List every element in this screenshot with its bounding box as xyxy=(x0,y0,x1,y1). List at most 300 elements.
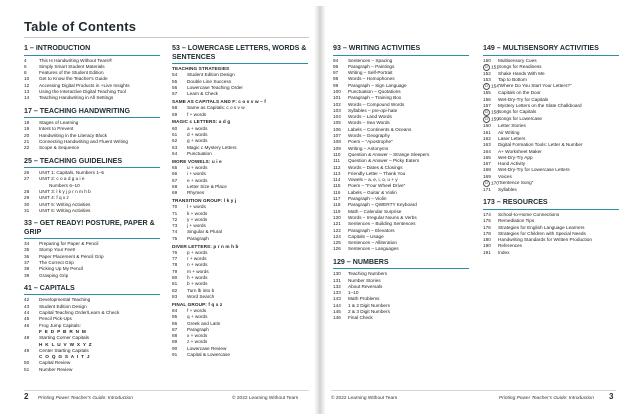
entry-page-number: 99 xyxy=(333,82,339,88)
entry-page-number: 67 xyxy=(172,177,178,183)
entry-page-number: 50 xyxy=(24,360,30,366)
entry-page-number: 46 xyxy=(24,322,30,328)
entry-title: Digital Formation Tools: Letter & Number xyxy=(498,142,583,148)
entry-page-number: 161 xyxy=(483,129,491,135)
entry-title: "Where Do You Start Your Letters?" xyxy=(498,83,572,89)
entry-title: Using the Interactive Digital Teaching Tool xyxy=(39,88,126,94)
entry-title: Stages of Learning xyxy=(39,120,79,126)
entry-title: Punctuation xyxy=(187,150,212,156)
entry-page-number: 55 xyxy=(172,78,178,84)
digital-badge-icon: D xyxy=(483,64,490,71)
entry-page-number: 70 xyxy=(172,204,178,210)
entry-page-number: 146 xyxy=(333,315,341,321)
toc-section xyxy=(333,44,469,253)
toc-entry xyxy=(24,367,160,373)
entry-page-number: 96 xyxy=(333,63,339,69)
entry-page-number: D 154 xyxy=(483,83,498,90)
entry-title: Connecting Handwriting and Fluent Writing xyxy=(39,138,129,144)
entry-page-number: 38 xyxy=(24,266,30,272)
left-column-2 xyxy=(172,44,308,358)
subsection-heading: FINAL GROUP: f q x z xyxy=(172,301,223,307)
entry-page-number: 107 xyxy=(333,133,341,139)
entry-page-number: 98 xyxy=(333,76,339,82)
entry-page-number: D 159 xyxy=(483,116,498,123)
section-heading: 41 – CAPITALS xyxy=(24,284,160,296)
entry-page-number: 80 xyxy=(172,275,178,280)
entry-page-number: 91 xyxy=(172,352,178,358)
entry-title: Paragraph – Violin xyxy=(348,196,387,202)
entry-title: Lowercase Review xyxy=(187,345,227,351)
book-spread xyxy=(10,6,630,414)
entry-page-number: 42 xyxy=(24,297,30,303)
entry-page-number: 169 xyxy=(483,173,491,179)
entry-title: UNIT 1: Capitals, Numbers 1–5 xyxy=(39,170,105,176)
entry-page-number: 171 xyxy=(483,187,491,193)
entry-title: Words – Sea Words xyxy=(348,120,390,126)
entry-title: Word Search xyxy=(187,293,215,299)
toc-entry xyxy=(24,273,160,279)
toc-entry xyxy=(172,352,308,358)
entry-page-number: 174 xyxy=(483,211,491,217)
entry-page-number: 132 xyxy=(333,283,341,289)
toc-entry xyxy=(483,187,619,193)
entry-title: g + words xyxy=(187,138,208,144)
book-gutter xyxy=(314,6,326,414)
entry-page-number: 6 xyxy=(24,63,27,69)
entry-page-number: 26 xyxy=(24,170,30,176)
entry-page-number: 43 xyxy=(24,303,30,309)
entry-title: Preparing for Paper & Pencil xyxy=(39,241,99,247)
entry-page-number: 109 xyxy=(333,145,341,151)
entry-title: Picking Up My Pencil xyxy=(39,266,84,272)
toc-entry xyxy=(24,95,160,101)
entry-title: Greek and Latin xyxy=(187,320,221,326)
entry-page-number: 122 xyxy=(333,227,341,233)
entry-page-number: 66 xyxy=(172,171,178,177)
entry-page-number: 114 xyxy=(333,177,341,183)
entry-title: b + words xyxy=(187,281,208,287)
entry-title: h + words xyxy=(187,275,208,280)
entry-title: Multisensory Cues xyxy=(498,57,537,63)
entry-page-number: 119 xyxy=(333,208,341,214)
entry-page-number: 73 xyxy=(172,223,178,229)
left-page xyxy=(10,6,319,414)
entry-page-number: 167 xyxy=(483,161,491,167)
entry-page-number: 106 xyxy=(333,126,341,132)
entry-page-number: 19 xyxy=(24,126,30,132)
entry-page-number: 60 xyxy=(172,125,178,131)
entry-page-number: 39 xyxy=(24,272,30,278)
entry-page-number: 85 xyxy=(172,314,178,320)
entry-page-number: 131 xyxy=(333,277,341,283)
entry-title: UNIT 2: c o a d g u i e xyxy=(39,176,85,182)
entry-title: Accessing Digital Products in +Live Insights xyxy=(39,82,130,88)
right-column-2 xyxy=(483,44,619,256)
entry-page-number: 156 xyxy=(483,96,491,102)
entry-title: Sentences – Alliteration xyxy=(348,240,397,246)
section-heading: 53 – LOWERCASE LETTERS, WORDS & SENTENCES xyxy=(172,44,308,64)
entry-title: Teaching Numbers xyxy=(348,271,388,277)
right-page xyxy=(321,6,630,414)
entry-page-number: 108 xyxy=(333,139,341,145)
entry-title: Lowercase Teaching Order xyxy=(187,84,243,90)
entry-page-number: 12 xyxy=(24,82,30,88)
entry-page-number: 168 xyxy=(483,167,491,173)
toc-entry xyxy=(483,250,619,256)
toc-entry xyxy=(483,116,619,123)
toc-section xyxy=(24,219,160,279)
entry-page-number: 175 xyxy=(483,218,491,224)
entry-title: Math – Calendar Surprise xyxy=(348,208,402,214)
entry-title: Paragraph xyxy=(187,235,209,241)
entry-title: r + words xyxy=(187,256,207,262)
entry-page-number: 77 xyxy=(172,256,178,262)
entry-title: Paragraph – Training Box xyxy=(348,95,402,101)
entry-page-number: 54 xyxy=(172,72,178,78)
digital-badge-icon: D xyxy=(483,116,490,123)
entry-page-number: 133 xyxy=(333,290,341,296)
entry-title: f + words xyxy=(187,111,207,117)
section-heading: 17 – TEACHING HANDWRITING xyxy=(24,107,160,119)
entry-title: 2 & 3 Digit Numbers xyxy=(348,308,390,314)
toc-section xyxy=(24,44,160,102)
subsection-heading: MORE VOWELS: u i e xyxy=(172,158,222,164)
entry-page-number: 18 xyxy=(24,120,30,126)
entry-page-number: 22 xyxy=(24,145,30,151)
entry-page-number: 8 xyxy=(24,70,27,76)
entry-title: Question & Answer – Picky Eaters xyxy=(348,158,420,164)
section-heading: 93 – WRITING ACTIVITIES xyxy=(333,44,469,56)
entry-page-number: 76 xyxy=(172,249,178,255)
entry-title: Songs for Readiness xyxy=(498,63,542,69)
entry-title: Turn lb into b xyxy=(187,287,215,293)
toc-entry xyxy=(333,246,469,252)
entry-title: y + words xyxy=(187,216,208,222)
section-heading: 25 – TEACHING GUIDELINES xyxy=(24,157,160,169)
entry-title: Starting Corner Capitals xyxy=(39,335,90,341)
entry-title: About Reversals xyxy=(348,283,383,289)
entry-title: z + words xyxy=(187,339,208,345)
entry-title: Songs for Capitals xyxy=(498,109,537,115)
entry-title: a + words xyxy=(187,125,208,131)
entry-page-number: 160 xyxy=(483,123,491,129)
entry-title: Paper Placement & Pencil Grip xyxy=(39,253,104,259)
entry-title: Wet-Dry-Try for Capitals xyxy=(498,96,549,102)
entry-title: n + words xyxy=(187,262,208,268)
entry-title: e + words xyxy=(187,177,208,183)
toc-section xyxy=(483,198,619,256)
entry-page-number: 117 xyxy=(333,196,341,202)
entry-title: Scope & Sequence xyxy=(39,145,80,151)
entry-title: l + words xyxy=(187,204,206,210)
entry-page-number: 124 xyxy=(333,233,341,239)
subsection-heading: TEACHING STRATEGIES xyxy=(172,66,230,71)
entry-page-number: 104 xyxy=(333,114,341,120)
entry-page-number: 72 xyxy=(172,216,178,222)
entry-title: Letter Size & Place xyxy=(187,183,227,189)
entry-page-number: 86 xyxy=(172,320,178,326)
entry-page-number: 20 xyxy=(24,132,30,138)
entry-page-number: D 158 xyxy=(483,109,498,116)
entry-page-number: 102 xyxy=(333,101,341,107)
entry-title: Paragraph – QWERTY Keyboard xyxy=(348,202,417,208)
entry-page-number: 35 xyxy=(24,247,30,253)
entry-page-number: 65 xyxy=(172,164,178,170)
entry-page-number: 190 xyxy=(483,243,491,249)
entry-title: Paragraph – Elevators xyxy=(348,227,395,233)
entry-page-number: 81 xyxy=(172,281,178,287)
entry-page-number: 48 xyxy=(24,335,30,341)
entry-title: x + words xyxy=(187,333,208,339)
entry-page-number: 69 xyxy=(172,190,178,196)
page-title: Table of Contents xyxy=(24,19,137,34)
entry-page-number: 164 xyxy=(483,148,491,154)
toc-entry xyxy=(172,151,308,157)
entry-title: Capital Review xyxy=(39,360,71,366)
entry-title: Simply Smart Student Materials xyxy=(39,63,105,69)
section-heading: 149 – MULTISENSORY ACTIVITIES xyxy=(483,44,619,56)
entry-title: i + words xyxy=(187,171,206,177)
entry-page-number: 68 xyxy=(172,183,178,189)
toc-entry xyxy=(172,112,308,118)
entry-page-number: 88 xyxy=(172,333,178,339)
toc-section xyxy=(24,284,160,373)
entry-title: Sentences – Spacing xyxy=(348,57,393,63)
entry-page-number: 145 xyxy=(333,308,341,314)
entry-page-number: 62 xyxy=(172,138,178,144)
footer-rule xyxy=(331,390,616,391)
entry-page-number: 79 xyxy=(172,268,178,274)
entry-title: Laser Letters xyxy=(498,136,526,141)
entry-title: Center Starting Capitals xyxy=(39,347,89,353)
entry-title: Words – Dates & Closings xyxy=(348,164,403,170)
entry-title: Student Edition Design xyxy=(39,303,87,309)
footer-rule xyxy=(24,390,309,391)
entry-title: Strategies for Children with Special Needs xyxy=(498,230,586,236)
entry-page-number: 29 xyxy=(24,195,30,201)
entry-title: Strategies for English Language Learners xyxy=(498,224,585,230)
entry-title: Intent to Prevent xyxy=(39,126,74,132)
entry-title: j + words xyxy=(187,223,206,229)
entry-page-number: 111 xyxy=(333,158,341,164)
entry-page-number: 143 xyxy=(333,296,341,302)
toc-section xyxy=(24,107,160,152)
entry-title: Paragraph – Paintings xyxy=(348,63,395,69)
entry-title: Teaching Handwriting in All Settings xyxy=(39,95,114,101)
digital-badge-icon: D xyxy=(483,180,490,187)
entry-title: School-to-Home Connections xyxy=(498,211,560,217)
toc-entry xyxy=(24,145,160,151)
entry-title: Pencil Pick-Ups xyxy=(39,316,72,322)
entry-title: Wet-Dry-Try App xyxy=(498,154,533,160)
entry-title: Syllables xyxy=(498,187,517,193)
entry-title: Sentences – Building Sentences xyxy=(348,221,416,227)
entry-title: Capital Teaching Order/Learn & Check xyxy=(39,310,120,316)
entry-page-number: 165 xyxy=(483,154,491,160)
entry-page-number: 34 xyxy=(24,241,30,247)
entry-title: Features of the Student Edition xyxy=(39,70,104,76)
digital-badge-icon: D xyxy=(483,83,490,90)
entry-page-number: 162 xyxy=(483,136,491,141)
entry-title: Singular & Plural xyxy=(187,229,222,235)
entry-page-number: 57 xyxy=(172,91,178,97)
toc-section xyxy=(333,258,469,322)
entry-page-number: 90 xyxy=(172,345,178,351)
entry-title: Frog Jump Capitals: xyxy=(39,322,81,328)
footer-book-title-left: Printing Power Teacher's Guide: Introduction xyxy=(38,396,133,401)
footer-copyright-right: © 2022 Learning Without Tears xyxy=(331,396,398,401)
entry-page-number: 176 xyxy=(483,224,491,230)
entry-title: UNIT 3: l k y j p r n m h b xyxy=(39,188,91,194)
entry-title: UNIT 6: Writing Activities xyxy=(39,207,91,213)
entry-title: H K L U V W X Y Z xyxy=(39,341,93,347)
entry-page-number: 78 xyxy=(172,262,178,268)
entry-page-number: 155 xyxy=(483,90,491,96)
entry-page-number: 150 xyxy=(483,57,491,63)
entry-page-number: 126 xyxy=(333,246,341,252)
entry-title: Magic c Mystery Letters xyxy=(187,144,237,150)
entry-page-number: 30 xyxy=(24,201,30,207)
toc-section xyxy=(172,44,308,358)
entry-page-number: D 170 xyxy=(483,180,498,187)
entry-page-number: 75 xyxy=(172,235,178,241)
entry-title: Voices xyxy=(498,173,512,179)
entry-title: Hand Activity xyxy=(498,161,526,167)
entry-title: A+ Worksheet Maker xyxy=(498,148,542,154)
entry-title: Words – Homophones xyxy=(348,76,395,82)
entry-title: d + words xyxy=(187,131,208,137)
entry-title: Words – Irregular Nouns & Verbs xyxy=(348,214,417,220)
entry-page-number: 89 xyxy=(172,339,178,345)
entry-page-number: 152 xyxy=(483,70,491,76)
entry-page-number: 56 xyxy=(172,84,178,90)
entry-page-number: 82 xyxy=(172,287,178,293)
page-number-left: 2 xyxy=(24,392,29,401)
entry-page-number: 153 xyxy=(483,77,491,83)
entry-page-number: 87 xyxy=(172,326,178,332)
entry-page-number: 44 xyxy=(24,310,30,316)
entry-page-number: D 151 xyxy=(483,64,498,71)
entry-page-number: 144 xyxy=(333,302,341,308)
entry-page-number: 113 xyxy=(333,170,341,176)
entry-title: C O Q G S A I T J xyxy=(39,354,91,360)
entry-title: Labels – Continents & Oceans xyxy=(348,126,412,132)
toc-entry xyxy=(483,180,619,187)
entry-page-number: 101 xyxy=(333,95,341,101)
section-heading: 173 – RESOURCES xyxy=(483,198,619,210)
entry-title: Grasping Grip xyxy=(39,272,69,278)
entry-title: Number Review xyxy=(39,366,73,372)
entry-page-number: 110 xyxy=(333,151,341,157)
entry-page-number: 118 xyxy=(333,202,341,208)
entry-title: p + words xyxy=(187,249,208,255)
entry-page-number: 61 xyxy=(172,131,178,137)
entry-title: Tap to Bottom xyxy=(498,77,527,83)
entry-page-number: 28 xyxy=(24,188,30,194)
entry-page-number: 103 xyxy=(333,107,341,113)
subsection-heading: MAGIC c LETTERS: a d g xyxy=(172,119,231,125)
entry-title: q + words xyxy=(187,314,208,320)
entry-title: 1 & 2 Digit Numbers xyxy=(348,302,390,308)
toc-entry xyxy=(24,208,160,214)
entry-title: UNIT 5: Writing Activities xyxy=(39,201,91,207)
entry-title: Rhymes xyxy=(187,190,205,196)
footer-book-title-right: Printing Power Teacher's Guide: Introduction xyxy=(499,396,594,401)
digital-badge-icon: D xyxy=(483,109,490,116)
entry-title: Capitals on the Door xyxy=(498,90,541,96)
entry-title: Handwriting in the Literacy Block xyxy=(39,132,108,138)
entry-title: Writing – Antonyms xyxy=(348,145,389,151)
entry-page-number: 10 xyxy=(24,76,30,82)
toc-entry xyxy=(172,91,308,97)
toc-entry xyxy=(333,315,469,321)
toc-entry xyxy=(483,109,619,116)
entry-title: "Sentence Song" xyxy=(498,180,534,186)
entry-title: Learn & Check xyxy=(187,91,219,97)
entry-page-number: 58 xyxy=(172,105,178,111)
entry-page-number: 45 xyxy=(24,316,30,322)
entry-title: Air Writing xyxy=(498,129,520,135)
entry-title: Paragraph – Sign Language xyxy=(348,82,407,88)
entry-page-number: 84 xyxy=(172,307,178,313)
toc-entry xyxy=(483,64,619,71)
entry-page-number: 4 xyxy=(24,57,27,63)
entry-page-number: 13 xyxy=(24,88,30,94)
entry-title: Question & Answer – Strange Sleepers xyxy=(348,151,430,157)
entry-title: Math Problems xyxy=(348,296,380,302)
entry-title: Shake Hands With Me xyxy=(498,70,545,76)
entry-title: Index xyxy=(498,249,510,255)
entry-page-number: 105 xyxy=(333,120,341,126)
entry-title: This Is Handwriting Without Tears® xyxy=(39,57,113,63)
entry-title: k + words xyxy=(187,210,208,216)
page-number-right: 3 xyxy=(609,392,614,401)
entry-title: Handwriting Standards for Written Production xyxy=(498,237,592,243)
entry-title: Mystery Letters on the Slate Chalkboard xyxy=(498,103,582,109)
entry-title: Numbers 6–10 xyxy=(49,182,80,188)
entry-title: Sentences – Languages xyxy=(348,246,399,252)
entry-page-number: 112 xyxy=(333,164,341,170)
entry-page-number: 37 xyxy=(24,260,30,266)
entry-page-number: 100 xyxy=(333,88,341,94)
entry-title: Capital & Lowercase xyxy=(187,352,230,358)
entry-page-number: 74 xyxy=(172,229,178,235)
footer-copyright-left: © 2022 Learning Without Tears xyxy=(232,396,299,401)
entry-title: Get to Know the Teacher's Guide xyxy=(39,76,108,82)
entry-title: References xyxy=(498,243,522,249)
entry-page-number: 21 xyxy=(24,138,30,144)
entry-title: m + words xyxy=(187,268,209,274)
section-heading: 33 – GET READY! POSTURE, PAPER & GRIP xyxy=(24,219,160,239)
subsection-heading: SAME AS CAPITALS AND F: c o s v w – f xyxy=(172,98,266,104)
entry-title: Capitals – Usage xyxy=(348,233,384,239)
entry-title: Writing – Self-Portrait xyxy=(348,70,393,76)
entry-title: f + words xyxy=(187,307,207,313)
entry-title: Paragraph xyxy=(187,326,209,332)
entry-title: Letter Stories xyxy=(498,123,526,129)
entry-title: F E D P B R N M xyxy=(39,328,87,334)
entry-title: The Correct Grip xyxy=(39,260,74,266)
section-heading: 129 – NUMBERS xyxy=(333,258,469,270)
right-column-1 xyxy=(333,44,469,322)
entry-title: Syllables – pre-opi-hate xyxy=(348,107,398,113)
entry-page-number: 130 xyxy=(333,271,341,277)
title-rule xyxy=(24,37,309,38)
entry-title: 1–10 xyxy=(348,290,359,296)
entry-title: Friendly Letter – Thank You xyxy=(348,170,406,176)
entry-title: Words – Land Words xyxy=(348,114,392,120)
entry-page-number: 125 xyxy=(333,240,341,246)
